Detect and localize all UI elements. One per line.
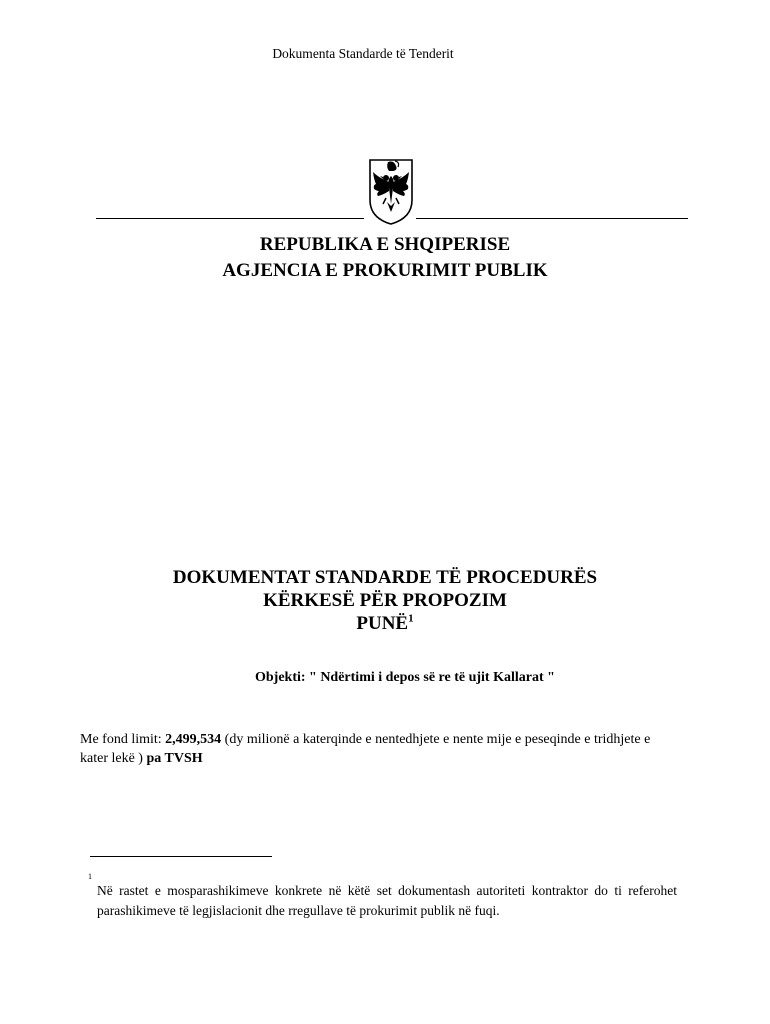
- republic-name: REPUBLIKA E SHQIPERISE: [259, 234, 511, 255]
- agency-name: AGJENCIA E PROKURIMIT PUBLIK: [222, 260, 548, 281]
- running-header: Dokumenta Standarde të Tenderit: [272, 46, 454, 61]
- footnote-separator: [90, 856, 272, 857]
- title-line-2: KËRKESË PËR PROPOZIM: [263, 590, 507, 611]
- title-line-3-text: PUNË: [356, 613, 409, 634]
- fund-prefix: Me fond limit:: [80, 732, 166, 747]
- fund-amount: 2,499,534: [165, 732, 222, 747]
- fund-vat: pa TVSH: [146, 751, 203, 766]
- agency-block: [0, 232, 770, 284]
- fund-amount-words: (dy milionë a katerqinde e nentedhjete e nente mije e peseqinde e tridhjete e kater lekë ): [80, 732, 651, 766]
- object-label: Objekti: " Ndërtimi i depos së re të ujit Kallarat ": [255, 670, 555, 685]
- footnote-reference[interactable]: 1: [408, 612, 414, 625]
- albanian-coat-of-arms-icon: [367, 158, 415, 226]
- document-title: [0, 566, 770, 635]
- title-line-1: DOKUMENTAT STANDARDE TË PROCEDURËS: [172, 567, 598, 588]
- footnote-text: Në rastet e mosparashikimeve konkrete në këtë set dokumentash autoriteti kontraktor do ti referohet parashikimeve të legjislacionit dhe rregullave të prokurimit publik në fuqi.: [97, 883, 677, 918]
- header-rule-left: [96, 218, 364, 219]
- fund-limit-paragraph: [80, 730, 680, 768]
- footnote-number: 1: [88, 872, 92, 881]
- title-line-3: [0, 612, 770, 635]
- header-rule-right: [416, 218, 688, 219]
